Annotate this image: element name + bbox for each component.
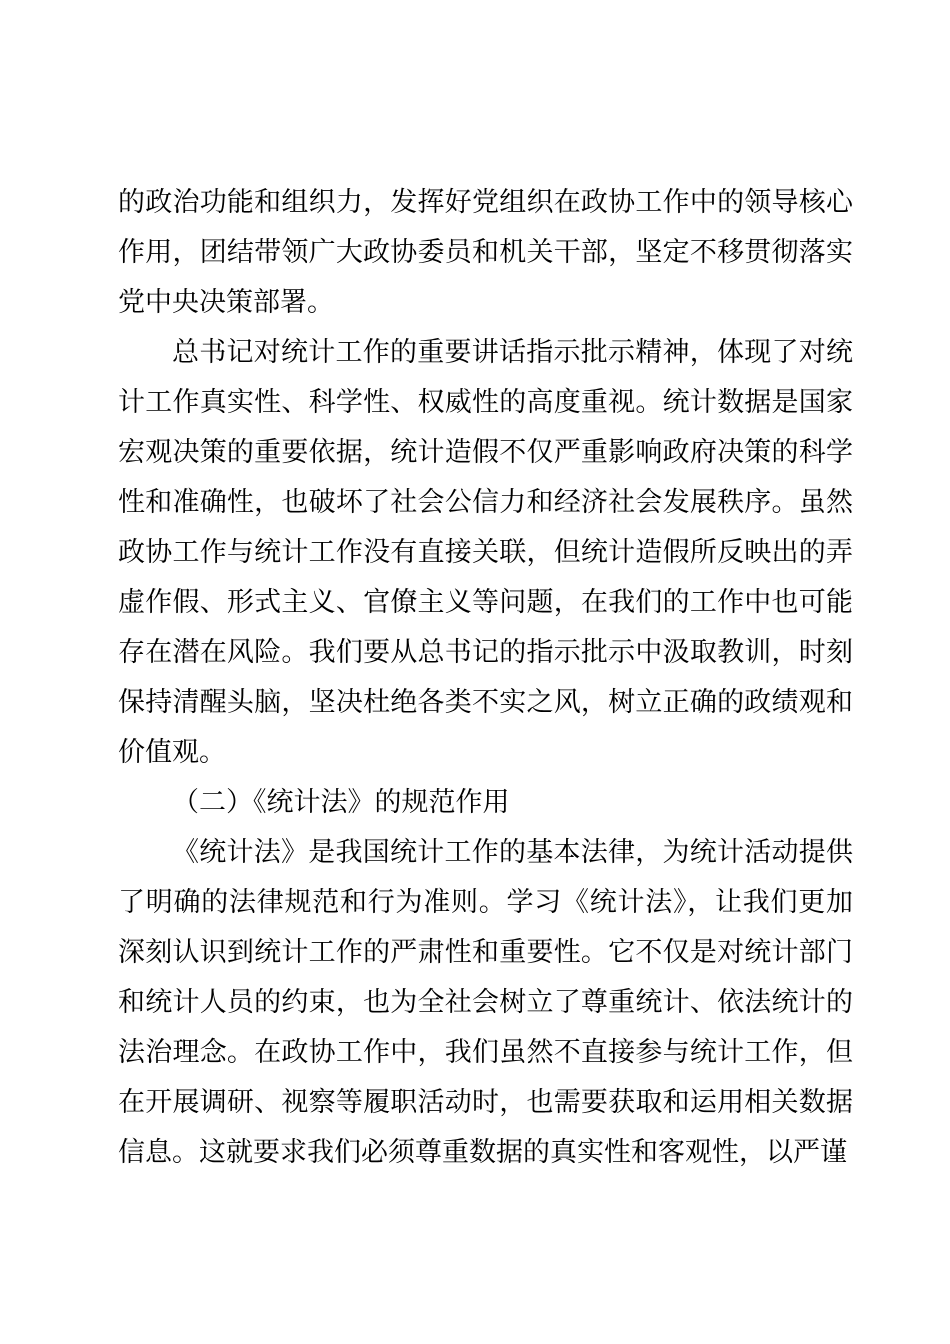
section-heading: （二）《统计法》的规范作用 — [172, 787, 510, 817]
paragraph-body: 《统计法》是我国统计工作的基本法律，为统计活动提供了明确的法律规范和行为准则。学习《统计法》，让我们更加深刻认识到统计工作的严肃性和重要性。它不仅是对统计部门和统计人员的约束，也为全社会树立了尊重统计、依法统计的法治理念。在政协工作中，我们虽然不直接参与统计工作，但在开展调研、视察等履职活动时，也需要获取和运用相关数据信息。这就要求我们必须尊重数据的真实性和客观性，以严谨 — [118, 837, 853, 1167]
paragraph-body: 总书记对统计工作的重要讲话指示批示精神，体现了对统计工作真实性、科学性、权威性的高度重视。统计数据是国家宏观决策的重要依据，统计造假不仅严重影响政府决策的科学性和准确性，也破坏了社会公信力和经济社会发展秩序。虽然政协工作与统计工作没有直接关联，但统计造假所反映出的弄虚作假、形式主义、官僚主义等问题，在我们的工作中也可能存在潜在风险。我们要从总书记的指示批示中汲取教训，时刻保持清醒头脑，坚决杜绝各类不实之风，树立正确的政绩观和价值观。 — [118, 337, 853, 767]
document-body — [118, 177, 853, 1177]
paragraph-continuation: 的政治功能和组织力，发挥好党组织在政协工作中的领导核心作用，团结带领广大政协委员和机关干部，坚定不移贯彻落实党中央决策部署。 — [118, 187, 853, 317]
